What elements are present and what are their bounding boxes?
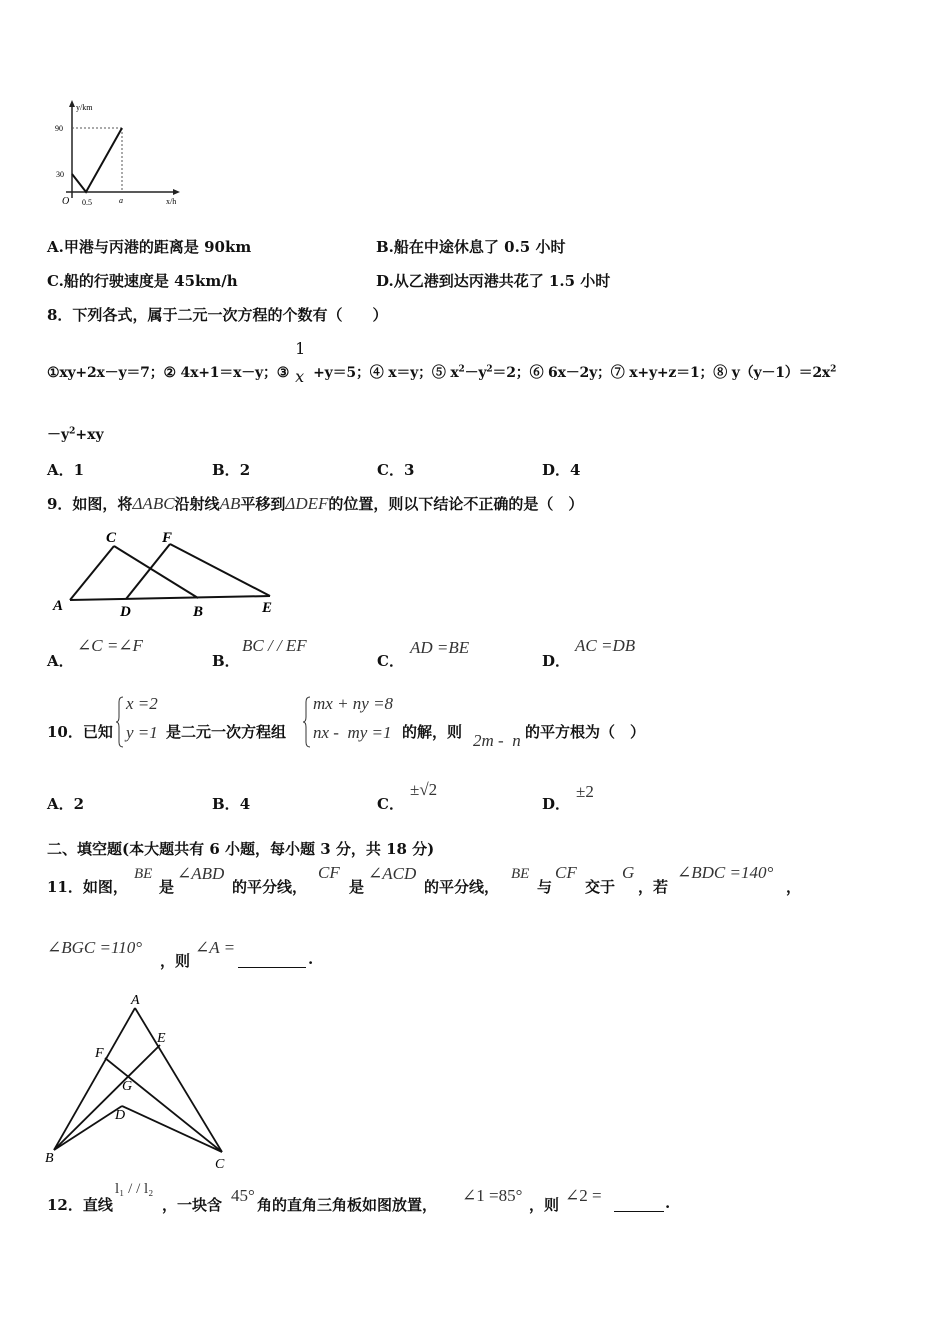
bisector-figure [42, 990, 242, 1172]
q8-option-c[interactable]: C．3 [377, 461, 415, 479]
q8-fraction: 1 x [295, 339, 306, 386]
q12-angle-2: ∠2 = [565, 1186, 602, 1205]
x-tick-0.5: 0.5 [82, 198, 92, 207]
q11-if: ，若 [638, 878, 669, 896]
q8-option-a[interactable]: A．1 [47, 461, 85, 479]
x-axis-label: x/h [166, 197, 177, 206]
q11-be-1: BE [134, 866, 153, 882]
x-axis-arrow [173, 189, 180, 195]
q11-cf-2: CF [555, 863, 577, 882]
section-2-title: 二、填空题(本大题共有 6 小题，每小题 3 分，共 18 分) [47, 840, 435, 858]
q9-option-a[interactable]: A． ∠C =∠F [47, 636, 143, 670]
q11-then: ，则 [160, 952, 191, 970]
q8-option-b[interactable]: B．2 [212, 461, 251, 479]
q7-option-c[interactable]: C.船的行驶速度是 45km/h [47, 272, 238, 290]
q11-meet-at: 交于 [585, 878, 616, 896]
q12-angle-1: ∠1 =85° [462, 1186, 523, 1205]
q11-prefix: 11．如图， [47, 878, 128, 896]
label-f: F [95, 1046, 104, 1061]
q11-angle-abd: ∠ABD [177, 864, 225, 883]
segment-ac [135, 1008, 222, 1152]
q11-angle-acd: ∠ACD [368, 864, 417, 883]
q10-prefix: 10．已知 [47, 723, 113, 741]
q9-option-c[interactable]: C． AD =BE [377, 638, 470, 670]
q9-stem: 9．如图，将ΔABC沿射线AB平移到ΔDEF的位置，则以下结论不正确的是（ ） [47, 494, 584, 513]
q11-comma: ， [786, 878, 802, 896]
q11-is-1: 是 [159, 878, 175, 896]
segment-bd [54, 1106, 122, 1150]
segment-fe [170, 544, 270, 596]
q12-prefix: 12．直线 [47, 1196, 113, 1214]
q8-equation-line-1: ①xy+2x－y＝7；② 4x+1＝x－y；③ 1 x +y＝5；④ x＝y；⑤ $x^2-y^2=2$；⑥ 6x－2y；⑦ x+y+z＝1；⑧ $y(y-1)=2x^2$ [47, 339, 837, 386]
label-a: A [53, 598, 64, 614]
q11-cf-1: CF [318, 863, 340, 882]
q11-be-2: BE [511, 866, 530, 882]
segment-df [126, 544, 170, 599]
q10-system-2: mx + ny =8 nx - my =1 [303, 694, 403, 750]
q7-option-b[interactable]: B.船在中途休息了 0.5 小时 [376, 238, 566, 256]
origin-label: O [62, 196, 70, 207]
q8-option-d[interactable]: D．4 [542, 461, 581, 479]
q11-angle-bgc: ∠BGC =110° [47, 938, 143, 957]
label-b: B [45, 1151, 54, 1166]
q9-option-d[interactable]: D． AC =DB [542, 636, 636, 670]
q12-parallel-lines: l₁ / / l₂ [115, 1181, 154, 1197]
q12-angle-45: 45° [231, 1186, 255, 1205]
q11-angle-bdc: ∠BDC =140° [677, 863, 774, 882]
label-f: F [162, 530, 173, 546]
q10-system-1: x =2 y =1 [116, 694, 166, 750]
distance-time-graph [52, 98, 182, 210]
q7-option-a[interactable]: A.甲港与丙港的距离是 90km [47, 238, 252, 256]
translation-figure [50, 528, 290, 620]
q10-option-c[interactable]: C． ±√2 [377, 780, 438, 813]
q7-option-d[interactable]: D.从乙港到达丙港共花了 1.5 小时 [376, 272, 611, 290]
q12-placement: 角的直角三角板如图放置， [257, 1196, 438, 1214]
q9-option-b[interactable]: B． BC / / EF [212, 636, 307, 670]
q11-and: 与 [537, 878, 553, 896]
q10-expression: 2m - n [473, 731, 521, 750]
q11-answer-blank[interactable] [238, 950, 306, 968]
q12-period: . [665, 1194, 671, 1212]
q10-option-b[interactable]: B．4 [212, 795, 251, 813]
q10-mid-text: 是二元一次方程组 [166, 723, 287, 741]
y-axis-arrow [69, 100, 75, 107]
label-b: B [193, 604, 204, 620]
segment-ac [70, 546, 114, 600]
q12-then: ，则 [529, 1196, 560, 1214]
brace-2 [303, 696, 311, 748]
q11-period: . [308, 950, 314, 968]
label-c: C [215, 1157, 225, 1172]
q8-stem: 8．下列各式，属于二元一次方程的个数有（ ） [47, 306, 388, 324]
segment-cf [105, 1058, 222, 1152]
y-axis-label: y/km [76, 103, 93, 112]
q10-option-d[interactable]: D． ±2 [542, 782, 594, 813]
q10-then-text: 的解，则 [402, 723, 463, 741]
q10-option-a[interactable]: A．2 [47, 795, 85, 813]
label-e: E [157, 1031, 166, 1046]
label-e: E [262, 600, 273, 616]
y-tick-30: 30 [56, 170, 64, 179]
q12-with-set-square: ，一块含 [162, 1196, 223, 1214]
q11-bisector-2: 的平分线， [424, 878, 500, 896]
q12-answer-blank[interactable] [614, 1194, 664, 1212]
label-c: C [106, 530, 117, 546]
label-a: A [131, 993, 140, 1008]
graph-line [72, 128, 122, 192]
base-line [70, 596, 270, 600]
q8-equation-line-2: $-y^2+xy$ [47, 426, 104, 443]
label-d: D [115, 1108, 126, 1123]
x-tick-a: a [119, 196, 123, 205]
q11-g: G [622, 863, 635, 882]
brace-1 [116, 696, 124, 748]
y-tick-90: 90 [55, 124, 63, 133]
q11-angle-a: ∠A = [195, 938, 236, 957]
label-d: D [120, 604, 131, 620]
segment-cb [114, 546, 198, 598]
q10-suffix: 的平方根为（ ） [525, 723, 646, 741]
q11-bisector-1: 的平分线， [232, 878, 308, 896]
q11-is-2: 是 [349, 878, 365, 896]
label-g: G [122, 1079, 133, 1094]
